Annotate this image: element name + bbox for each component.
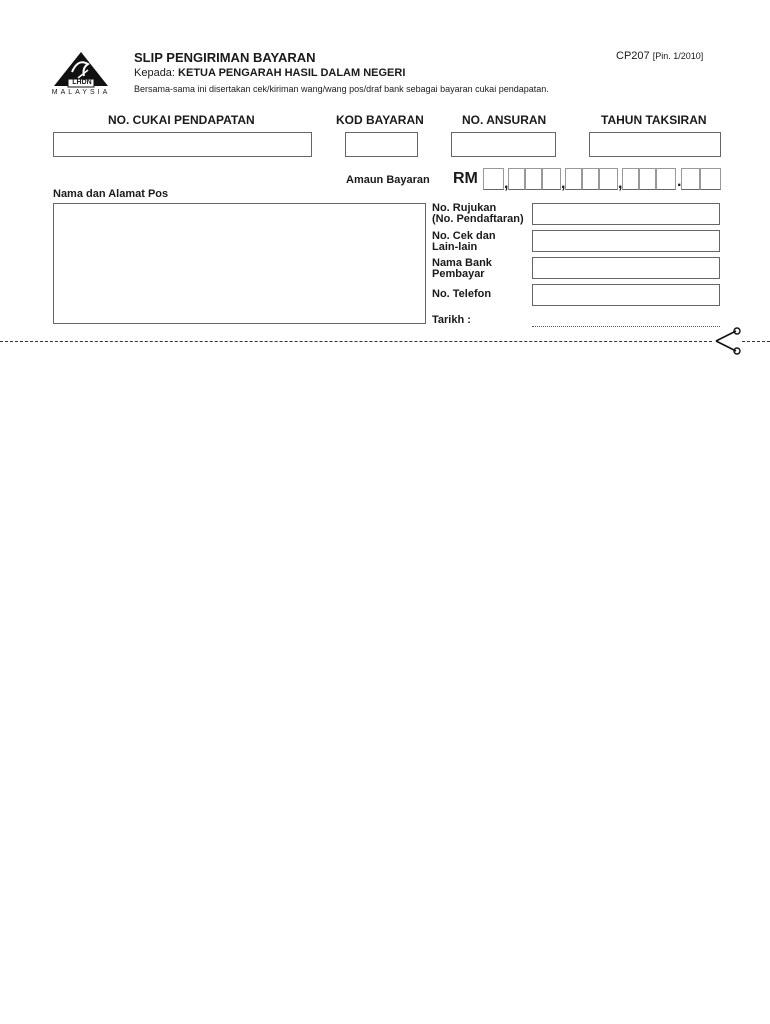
- amount-digit-box[interactable]: [700, 168, 721, 190]
- date-field[interactable]: [532, 322, 720, 327]
- payment-code-header: KOD BAYARAN: [336, 113, 424, 127]
- reference-no-label: [432, 203, 524, 225]
- form-code: CP207: [616, 50, 650, 62]
- amount-digit-box[interactable]: [639, 168, 656, 190]
- phone-field[interactable]: [532, 284, 720, 306]
- recipient-name: KETUA PENGARAH HASIL DALAM NEGERI: [178, 67, 406, 79]
- thousands-separator: ,: [561, 175, 566, 192]
- bank-name-label-line1: Nama Bank: [432, 257, 492, 269]
- amount-digit-box[interactable]: [582, 168, 599, 190]
- bank-name-label: [432, 258, 492, 280]
- recipient-line: [134, 67, 405, 79]
- bank-name-field[interactable]: [532, 257, 720, 279]
- amount-digit-box[interactable]: [483, 168, 504, 190]
- assessment-year-field[interactable]: [589, 132, 721, 157]
- form-title: SLIP PENGIRIMAN BAYARAN: [134, 50, 316, 65]
- date-label: Tarikh :: [432, 314, 471, 326]
- installment-no-field[interactable]: [451, 132, 556, 157]
- amount-label: Amaun Bayaran: [346, 174, 430, 186]
- amount-digit-box[interactable]: [542, 168, 561, 190]
- address-field[interactable]: [53, 203, 426, 324]
- cheque-no-field[interactable]: [532, 230, 720, 252]
- amount-digit-box[interactable]: [681, 168, 700, 190]
- reference-no-field[interactable]: [532, 203, 720, 225]
- reference-no-label-line1: No. Rujukan: [432, 202, 497, 214]
- enclosure-note: Bersama-sama ini disertakan cek/kiriman wang/wang pos/draf bank sebagai bayaran cukai pendapatan.: [134, 84, 549, 94]
- amount-currency: RM: [453, 170, 478, 187]
- cheque-no-label-line1: No. Cek dan: [432, 230, 496, 242]
- thousands-separator: ,: [618, 175, 623, 192]
- thousands-separator: ,: [504, 175, 509, 192]
- bank-name-label-line2: Pembayar: [432, 268, 485, 280]
- amount-digit-box[interactable]: [508, 168, 525, 190]
- cut-line: [0, 341, 712, 342]
- amount-digit-box[interactable]: [565, 168, 582, 190]
- logo-subtext: MALAYSIA: [51, 89, 111, 96]
- payment-code-field[interactable]: [345, 132, 418, 157]
- phone-label: No. Telefon: [432, 288, 492, 300]
- form-revision: [Pin. 1/2010]: [652, 51, 704, 61]
- lhdn-logo: [48, 50, 114, 98]
- income-tax-no-field[interactable]: [53, 132, 312, 157]
- cut-line-end: [742, 341, 770, 342]
- income-tax-no-header: NO. CUKAI PENDAPATAN: [108, 113, 255, 127]
- amount-digit-box[interactable]: [656, 168, 676, 190]
- cheque-no-label-line2: Lain-lain: [432, 241, 478, 253]
- cheque-no-label: [432, 231, 496, 253]
- address-label: Nama dan Alamat Pos: [53, 188, 169, 200]
- amount-digit-box[interactable]: [622, 168, 639, 190]
- scissors-icon: [712, 326, 742, 356]
- amount-digit-box[interactable]: [525, 168, 542, 190]
- recipient-label: Kepada:: [134, 67, 175, 79]
- installment-no-header: NO. ANSURAN: [462, 113, 547, 127]
- logo-text: LHDN: [72, 79, 92, 86]
- decimal-separator: .: [677, 173, 682, 190]
- reference-no-label-line2: (No. Pendaftaran): [432, 213, 524, 225]
- assessment-year-header: TAHUN TAKSIRAN: [601, 113, 707, 127]
- form-code-group: [616, 50, 703, 62]
- amount-digit-box[interactable]: [599, 168, 618, 190]
